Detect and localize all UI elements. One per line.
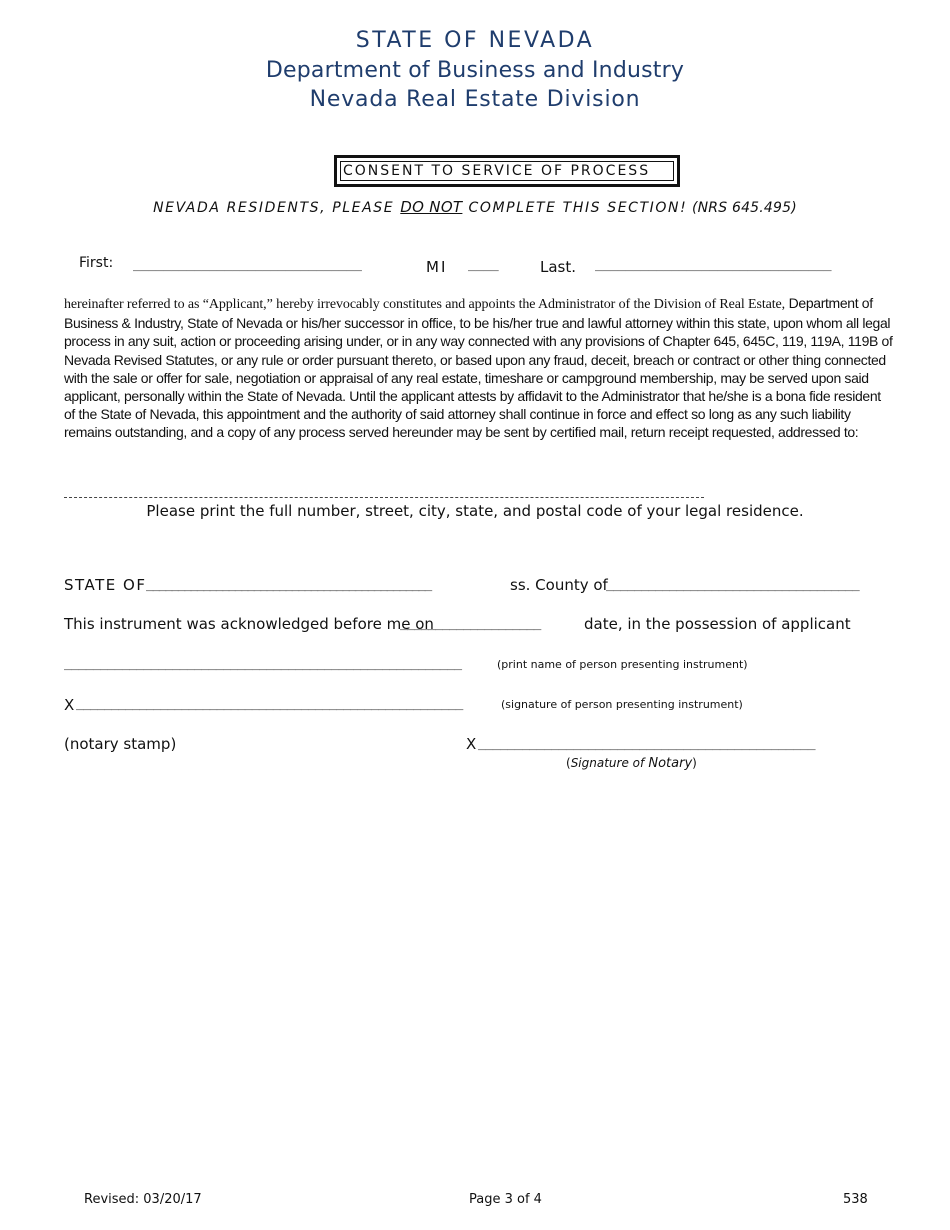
county-field[interactable]: ____________________________________ (606, 577, 859, 592)
paragraph-body: Department of Business & Industry, State of Nevada or his/her successor in office, to be his/her true and lawful attorney within this state, upon whom all legal process in any suit, action or proceeding arising under, or in any way connected with any provisions of Chapter 645, 645C, 119, 119A, 119B of Nevada Revised Statutes, or any rule or order pursuant thereto, or based upon any fraud, deceit, breach or contract or other thing connected with the sale or offer for sale, negotiation or appraisal of any real estate, timeshare or campground membership, may be served upon said applicant, personally within the State of Nevada. Until the applicant attests by affidavit to the Administrator that he/she is a bona fide resident of the State of Nevada, this appointment and the authority of said attorney shall continue in force and effect so long as any such liability remains outstanding, and a copy of any process served hereunder may be sent by certified mail, return receipt requested, addressed to: (64, 295, 893, 441)
notice-do-not: DO NOT (400, 198, 463, 216)
header-state: STATE OF NEVADA (355, 28, 595, 53)
first-name-label: First: (79, 255, 114, 271)
notary-note-close: ) (692, 756, 697, 770)
notary-signature-field[interactable]: ______________________________________________ (478, 736, 816, 751)
last-name-label: Last. (540, 258, 577, 276)
signature-x: X (64, 696, 75, 714)
possession-label: date, in the possession of applicant (584, 615, 851, 633)
county-label: ss. County of (510, 576, 608, 594)
first-name-field[interactable]: ______________________________ (133, 257, 362, 272)
notary-note-notary: Notary (644, 756, 693, 771)
paragraph-first-line: hereinafter referred to as “Applicant,” hereby irrevocably constitutes and appoints the Administrator of the Division of Real Estate, (64, 297, 786, 312)
notice-text: NEVADA RESIDENTS, PLEASE (153, 200, 401, 216)
notary-stamp-label: (notary stamp) (64, 735, 177, 753)
state-of-field[interactable]: _____________________________________________ (146, 577, 431, 592)
form-title-box (334, 155, 680, 187)
address-instruction: Please print the full number, street, city, state, and postal code of your legal residence. (146, 502, 804, 520)
last-name-field[interactable]: _______________________________ (595, 257, 832, 272)
mi-label: MI (426, 258, 448, 276)
header-division: Nevada Real Estate Division (309, 87, 641, 112)
notary-note-open: ( (566, 756, 571, 770)
address-field[interactable] (64, 497, 704, 498)
notice-text-2: COMPLETE THIS SECTION! (462, 200, 688, 216)
footer-revised: Revised: 03/20/17 (84, 1192, 202, 1207)
notice-nrs-ref: (NRS 645.495) (687, 200, 797, 216)
header-department: Department of Business and Industry (265, 58, 685, 83)
print-name-note: (print name of person presenting instrument) (497, 658, 748, 671)
print-name-field[interactable]: _______________________________________________________ (64, 656, 462, 671)
form-title: CONSENT TO SERVICE OF PROCESS (340, 161, 674, 181)
footer-form-number: 538 (843, 1192, 868, 1207)
acknowledged-date-field[interactable]: ____________________ (400, 616, 541, 631)
consent-paragraph (64, 294, 894, 442)
acknowledged-label: This instrument was acknowledged before me on (64, 615, 434, 633)
residents-notice (0, 198, 950, 216)
state-of-label: STATE OF (64, 576, 147, 594)
mi-field[interactable]: ____ (468, 257, 499, 272)
notary-signature-note (566, 756, 697, 771)
footer-page-number: Page 3 of 4 (469, 1192, 542, 1207)
notary-x: X (466, 735, 477, 753)
notary-note-signature: Signature of (570, 756, 645, 770)
signature-field[interactable]: _______________________________________________________ (76, 696, 463, 711)
signature-note: (signature of person presenting instrument) (501, 698, 743, 711)
